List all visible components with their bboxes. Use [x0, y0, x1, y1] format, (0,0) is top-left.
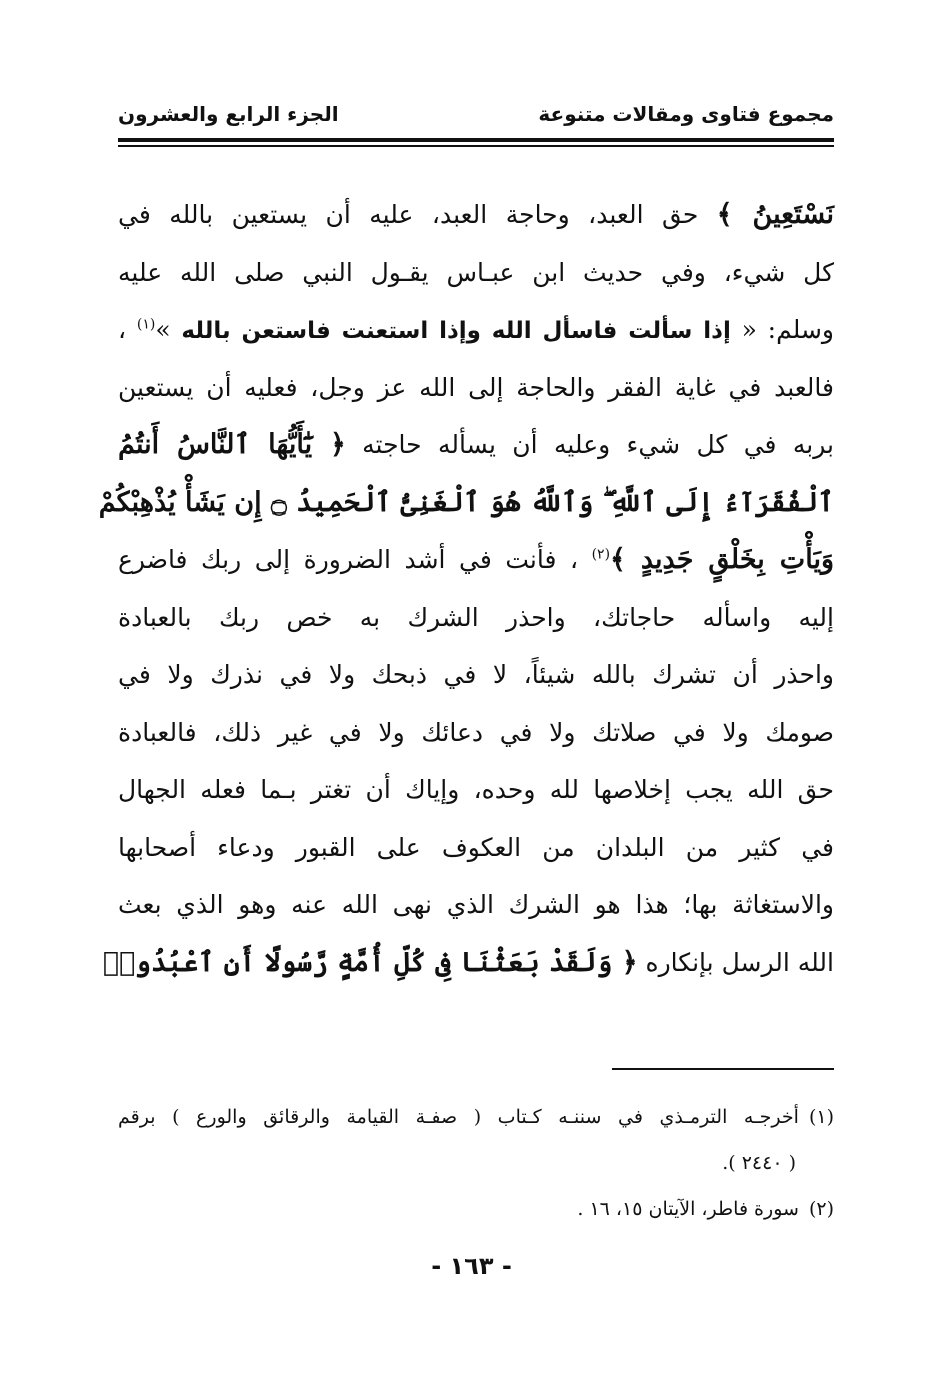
footnote-1-continuation: ( ٢٤٤٠ ). — [722, 1152, 796, 1174]
book-title: مجموع فتاوى ومقالات متنوعة — [538, 102, 834, 126]
text-line-5 — [118, 416, 834, 474]
footnote-text: سورة فاطر، الآيتان ١٥، ١٦ . — [577, 1198, 799, 1220]
footnote-text: أخرجـه الترمـذي في سننـه كـتاب ( صفـة القيامة والرقائق والورع ) برقم — [118, 1106, 799, 1128]
footnote-2 — [118, 1186, 834, 1232]
footnotes — [118, 1094, 834, 1232]
header-rule-thick — [118, 138, 834, 142]
text-line-11: حق الله يجب إخلاصها لله وحده، وإياك أن تغتر بـما فعله الجهال — [118, 775, 834, 804]
hadith-quote: إذا سألت فاسأل الله وإذا استعنت فاستعن بالله — [181, 318, 731, 344]
footnote-1 — [118, 1094, 834, 1140]
text-span: الله الرسل بإنكاره — [637, 947, 834, 977]
running-header — [118, 96, 834, 136]
quran-verse: وَيَأْتِ بِخَلْقٍ جَدِيدٍ ﴾ — [610, 544, 834, 575]
text-span: وسلم: « — [730, 315, 835, 344]
text-line-6 — [98, 474, 834, 532]
text-span: بربه في كل شيء وعليه أن يسأله حاجته — [345, 430, 834, 459]
text-line-7 — [118, 531, 834, 589]
text-line-2: كل شيء، وفي حديث ابن عبـاس يقـول النبي صلى الله عليه — [118, 257, 834, 287]
main-text — [98, 186, 835, 991]
text-line-14 — [102, 934, 834, 992]
text-line-9: واحذر أن تشرك بالله شيئاً، لا في ذبحك ولا في نذرك ولا في — [118, 660, 834, 689]
quran-verse: نَسْتَعِينُ ﴾ — [716, 199, 834, 230]
text-line-3 — [118, 301, 834, 359]
text-line-4: فالعبد في غاية الفقر والحاجة إلى الله عز وجل، فعليه أن يستعين — [118, 372, 834, 402]
text-line-8: إليه واسأله حاجاتك، واحذر الشرك به خص ربك بالعبادة — [118, 602, 834, 632]
footnote-ref-1: (١) — [136, 316, 156, 333]
volume-label: الجزء الرابع والعشرون — [118, 102, 339, 126]
text-span: حق العبد، وحاجة العبد، عليه أن يستعين بالله في — [118, 200, 717, 229]
text-line-12: في كثير من البلدان من العكوف على القبور ودعاء أصحابها — [118, 832, 834, 862]
footnote-separator — [612, 1068, 834, 1070]
quran-verse: ﴿ يَٰٓأَيُّهَا ٱلنَّاسُ أَنتُمُ — [118, 429, 346, 460]
header-rule-thin — [118, 145, 834, 147]
footnote-number: (١) — [808, 1106, 834, 1128]
footnote-ref-2: (٢) — [591, 546, 611, 563]
text-span: » — [155, 315, 182, 344]
text-line-1 — [118, 186, 834, 244]
text-line-13: والاستغاثة بها؛ هذا هو الشرك الذي نهى الله عنه وهو الذي بعث — [118, 890, 834, 919]
text-span: ، فأنت في أشد الضرورة إلى ربك فاضرع — [118, 545, 592, 574]
quran-verse: ٱلْفُقَرَآءُ إِلَى ٱللَّهِ ۖ وَٱللَّهُ هُوَ ٱلْغَنِىُّ ٱلْحَمِيدُ ۝ إِن يَشَأْ يُذْهِبْكُمْ — [98, 486, 834, 518]
footnote-number: (٢) — [808, 1198, 834, 1220]
page-number: - ١٦٣ - — [431, 1252, 512, 1280]
quran-verse: ﴿ وَلَقَدْ بَعَثْنَا فِى كُلِّ أُمَّةٍ رَّسُولًا أَنِ ٱعْبُدُوا۟ — [102, 946, 638, 978]
text-line-10: صومك ولا في صلاتك ولا في دعائك ولا في غير ذلك، فالعبادة — [118, 717, 834, 747]
text-span: ، — [118, 315, 137, 344]
